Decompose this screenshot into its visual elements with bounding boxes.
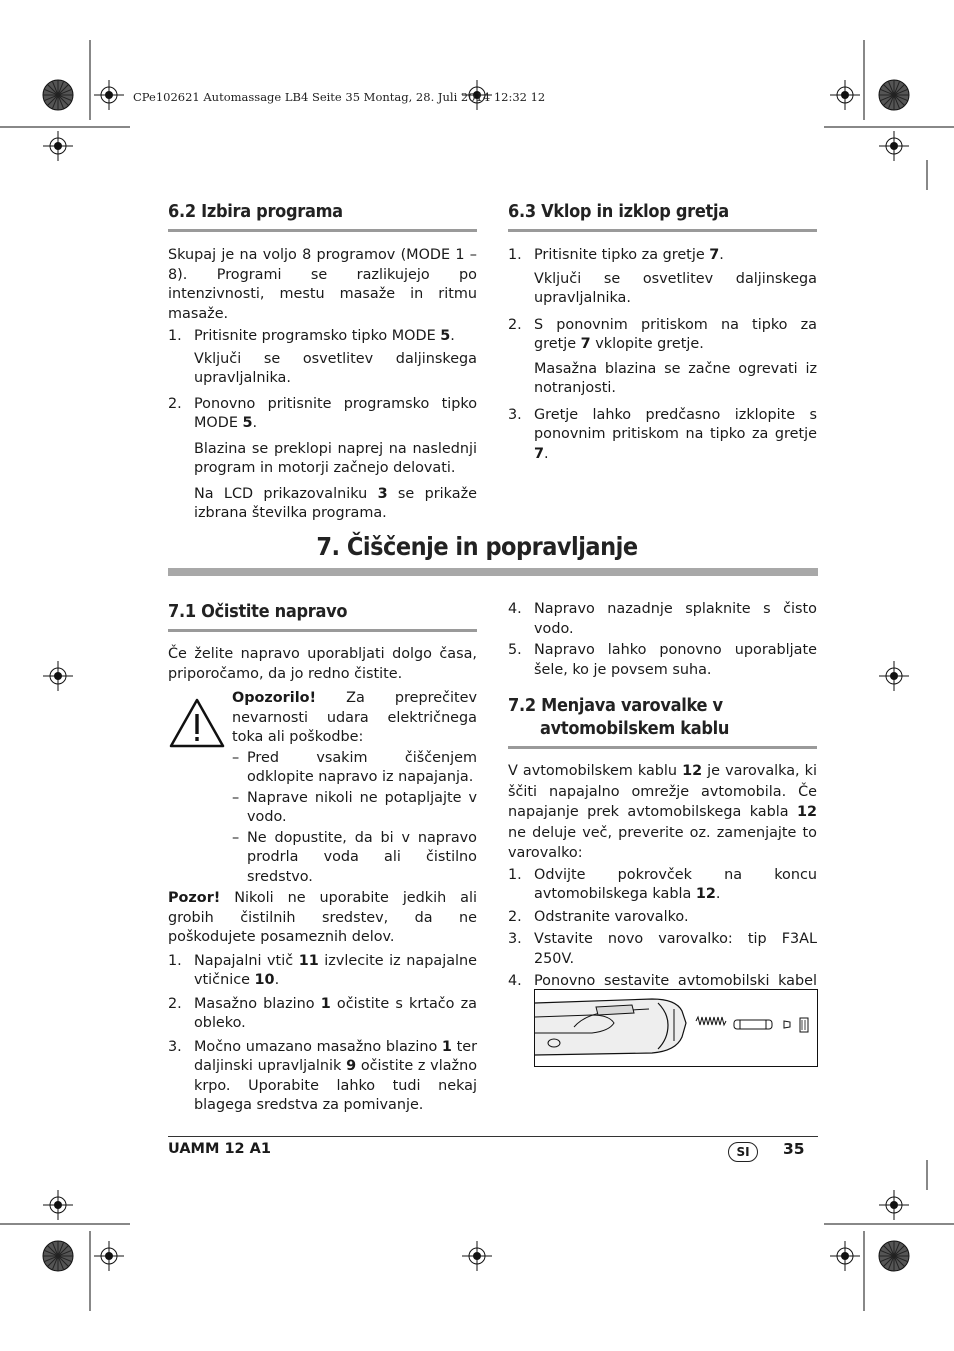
section-7-1-title: 7.1 Očistite napravo xyxy=(168,601,348,622)
dash-item: – Ne dopustite, da bi v napravo prodrla voda ali čistilno sredstvo. xyxy=(232,829,477,885)
list-item: 3. Močno umazano masažno blazino 1 ter daljinski upravljalnik 9 očistite z vlažno krpo. Uporabite lahko tudi nekaj blagega sredstva za pomivanje. xyxy=(168,1038,477,1113)
caution-text: Pozor! Nikoli ne uporabite jedkih ali grobih čistilnih sredstev, da ne poškodujete posameznih delov. xyxy=(168,890,477,945)
list-item: 1. Pritisnite tipko za gretje 7. xyxy=(508,247,724,263)
footer-model: UAMM 12 A1 xyxy=(168,1141,271,1157)
section-divider xyxy=(508,746,817,749)
list-item: 4. Ponovno sestavite avtomobilski kabel xyxy=(508,973,817,989)
section-divider xyxy=(508,229,817,232)
list-note: Blazina se preklopi naprej na naslednji program in motorji začnejo delovati. xyxy=(194,440,477,476)
section-divider xyxy=(168,629,477,632)
list-item: 2. S ponovnim pritiskom na tipko za gretje 7 vklopite gretje. xyxy=(508,316,817,352)
list-note: Vključi se osvetlitev daljinskega upravljalnika. xyxy=(194,350,477,386)
list-item: 2. Masažno blazino 1 očistite s krtačo za obleko. xyxy=(168,995,477,1031)
list-item: 1. Pritisnite programsko tipko MODE 5. xyxy=(168,328,455,344)
chapter-title: 7. Čiščenje in popravljanje xyxy=(316,532,638,561)
warning-text: Opozorilo! Za preprečitev nevarnosti udara električnega toka ali poškodbe: xyxy=(232,690,477,745)
section-7-1-continued xyxy=(508,600,817,1011)
car-plug-fuse-illustration xyxy=(534,989,818,1067)
list-item: 3. Vstavite novo varovalko: tip F3AL 250V. xyxy=(508,931,817,967)
list-note: Masažna blazina se začne ogrevati iz notranjosti. xyxy=(534,360,817,396)
dash-item: – Naprave nikoli ne potapljajte v vodo. xyxy=(232,789,477,825)
section-6-2-title: 6.2 Izbira programa xyxy=(168,201,343,222)
section-7-1 xyxy=(168,600,477,1116)
section-6-3 xyxy=(508,200,817,464)
chapter-divider xyxy=(168,568,818,576)
section-6-2 xyxy=(168,200,477,524)
list-item: 2. Ponovno pritisnite programsko tipko MODE 5. xyxy=(168,395,477,431)
print-header: CPe102621 Automassage LB4 Seite 35 Montag, 28. Juli 2014 12:32 12 xyxy=(133,90,546,104)
page-number: 35 xyxy=(783,1140,805,1158)
section-7-2-intro: V avtomobilskem kablu 12 je varovalka, ki ščiti napajalno omrežje avtomobila. Če napajanje prek avtomobilskega kabla 12 ne deluje več, preverite oz. zamenjajte to varovalko: xyxy=(508,763,817,861)
list-item: 5. Napravo lahko ponovno uporabljate šele, ko je povsem suha. xyxy=(508,642,817,678)
list-item: 1. Odvijte pokrovček na koncu avtomobilskega kabla 12. xyxy=(508,866,817,902)
list-note: Vključi se osvetlitev daljinskega upravljalnika. xyxy=(534,270,817,306)
language-badge: SI xyxy=(728,1142,758,1162)
section-7-2-title: 7.2 Menjava varovalke v avtomobilskem kablu xyxy=(508,695,730,739)
warning-block xyxy=(168,689,477,887)
footer-divider xyxy=(168,1136,818,1137)
dash-item: – Pred vsakim čiščenjem odklopite napravo iz napajanja. xyxy=(232,749,477,785)
warning-triangle-icon xyxy=(168,697,226,749)
list-note: Na LCD prikazovalniku 3 se prikaže izbrana številka programa. xyxy=(194,485,477,521)
list-item: 4. Napravo nazadnje splaknite s čisto vodo. xyxy=(508,601,817,637)
list-item: 1. Napajalni vtič 11 izvlecite iz napajalne vtičnice 10. xyxy=(168,952,477,988)
section-divider xyxy=(168,229,477,232)
list-item: 3. Gretje lahko predčasno izklopite s ponovnim pritiskom na tipko za gretje 7. xyxy=(508,406,817,462)
section-6-2-intro: Skupaj je na voljo 8 programov (MODE 1 – 8). Programi se razlikujejo po intenzivnosti, mestu masaže in ritmu masaže. xyxy=(168,247,477,322)
section-7-1-intro: Če želite napravo uporabljati dolgo časa, priporočamo, da jo redno čistite. xyxy=(168,646,477,682)
section-6-3-title: 6.3 Vklop in izklop gretja xyxy=(508,201,729,222)
list-item: 2. Odstranite varovalko. xyxy=(508,908,689,925)
